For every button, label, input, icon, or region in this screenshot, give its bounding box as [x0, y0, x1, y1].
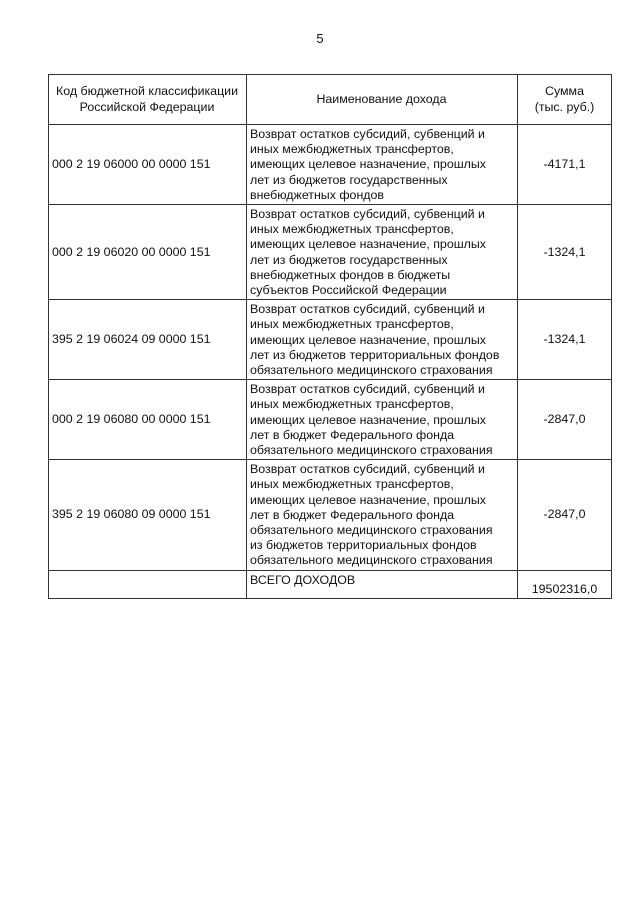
income-sum: -2847,0 [518, 380, 612, 460]
income-sum: -4171,1 [518, 125, 612, 205]
header-code [49, 75, 247, 125]
total-row [49, 570, 612, 598]
income-name-line: имеющих целевое назначение, прошлых [250, 332, 486, 347]
page-number: 5 [316, 31, 324, 46]
income-name [247, 300, 518, 380]
income-name-line: обязательного медицинского страхования [250, 443, 493, 458]
budget-code: 000 2 19 06080 00 0000 151 [49, 380, 247, 460]
income-name [247, 125, 518, 205]
income-name-line: имеющих целевое назначение, прошлых [250, 237, 486, 252]
table-row [49, 205, 612, 300]
income-name-line: Возврат остатков субсидий, субвенций и [250, 127, 485, 141]
income-name-line: лет из бюджетов государственных [250, 252, 448, 267]
total-sum: 19502316,0 [518, 570, 612, 598]
income-name [247, 460, 518, 570]
income-name-line: Возврат остатков субсидий, субвенций и [250, 207, 485, 222]
income-name-line: имеющих целевое назначение, прошлых [250, 412, 486, 427]
income-name-line: лет из бюджетов государственных [250, 172, 448, 187]
income-name-line: лет в бюджет Федерального фонда [250, 427, 455, 442]
income-name-line: обязательного медицинского страхования [250, 363, 493, 378]
income-name-line: имеющих целевое назначение, прошлых [250, 492, 486, 507]
income-sum: -1324,1 [518, 205, 612, 300]
income-name-line: Возврат остатков субсидий, субвенций и [250, 462, 485, 477]
budget-code: 395 2 19 06080 09 0000 151 [49, 460, 247, 570]
income-sum: -1324,1 [518, 300, 612, 380]
total-label: ВСЕГО ДОХОДОВ [247, 570, 518, 598]
income-name-line: иных межбюджетных трансфертов, [250, 397, 454, 412]
table-row [49, 125, 612, 205]
income-name-line: имеющих целевое назначение, прошлых [250, 157, 486, 172]
budget-code: 395 2 19 06024 09 0000 151 [49, 300, 247, 380]
income-name [247, 380, 518, 460]
table-row [49, 460, 612, 570]
budget-code: 000 2 19 06020 00 0000 151 [49, 205, 247, 300]
income-name-line: иных межбюджетных трансфертов, [250, 222, 454, 237]
header-code-line: Российской Федерации [79, 99, 215, 114]
income-name-line: внебюджетных фондов [250, 187, 384, 202]
budget-code: 000 2 19 06000 00 0000 151 [49, 125, 247, 205]
income-name-line: иных межбюджетных трансфертов, [250, 477, 454, 492]
table-row [49, 300, 612, 380]
total-code-empty [49, 570, 247, 598]
income-name-line: иных межбюджетных трансфертов, [250, 142, 454, 157]
income-name-line: из бюджетов территориальных фондов [250, 538, 477, 553]
income-name-line: обязательного медицинского страхования [250, 553, 493, 568]
header-name: Наименование дохода [247, 75, 518, 125]
income-name-line: лет в бюджет Федерального фонда [250, 507, 455, 522]
income-name-line: лет из бюджетов территориальных фондов [250, 347, 500, 362]
income-name-line: иных межбюджетных трансфертов, [250, 317, 454, 332]
header-sum-line: Сумма [545, 84, 584, 99]
table-header-row [49, 75, 612, 125]
table-row [49, 380, 612, 460]
header-code-line: Код бюджетной классификации [55, 84, 239, 99]
income-name-line: субъектов Российской Федерации [250, 283, 447, 298]
income-name-line: внебюджетных фондов в бюджеты [250, 267, 451, 282]
income-name-line: обязательного медицинского страхования [250, 523, 493, 538]
income-name-line: Возврат остатков субсидий, субвенций и [250, 302, 485, 317]
income-table [48, 74, 612, 599]
income-sum: -2847,0 [518, 460, 612, 570]
header-sum-line: (тыс. руб.) [534, 99, 595, 114]
income-name-line: Возврат остатков субсидий, субвенций и [250, 382, 485, 397]
income-name [247, 205, 518, 300]
header-sum [518, 75, 612, 125]
